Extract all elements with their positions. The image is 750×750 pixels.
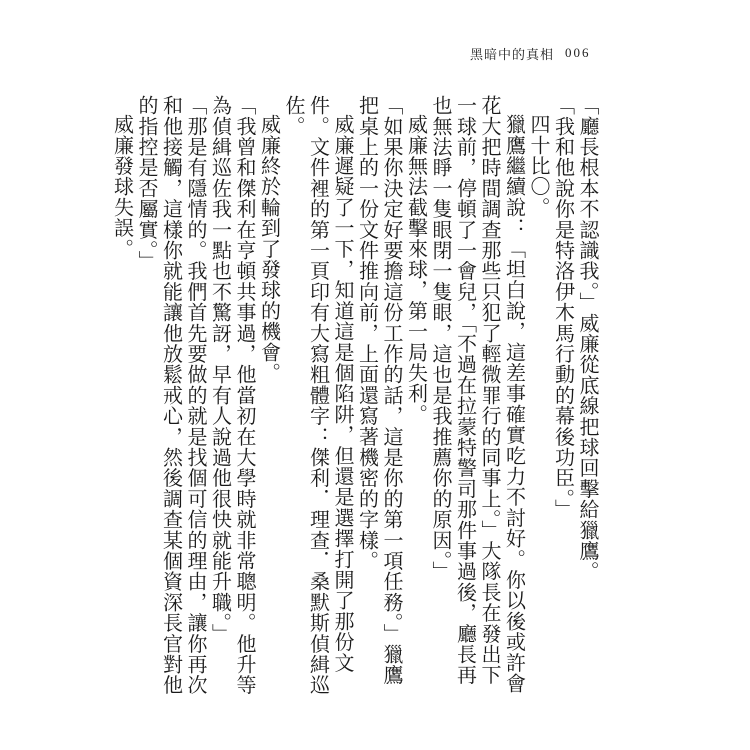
book-title: 黑暗中的真相 xyxy=(470,47,555,63)
page-number: 006 xyxy=(565,45,591,60)
paragraph: 威廉發球失誤。 xyxy=(110,114,135,259)
paragraph: 獵鷹繼續說：「坦白說，這差事確實吃力不討好。你以後或許會花大把時間調查那些只犯了輕微罪行的同事上。」大隊長在發出下一球前，停頓了一會兒，「不過在拉蒙特警司那件事過後，廳長再也無法睜一隻眼閉一隻眼，這也是我推薦你的原因。」 xyxy=(429,95,527,694)
paragraph: 「我和他說你是特洛伊木馬行動的幕後功臣。」 xyxy=(551,95,576,520)
page-body-text xyxy=(110,95,600,697)
paragraph: 「那是有隱情的。我們首先要做的就是找個可信的理由，讓你再次和他接觸，這樣你就能讓他放鬆戒心，然後調查某個資深長官對他的指控是否屬實。」 xyxy=(135,95,208,696)
paragraph: 「我曾和傑利在亨頓共事過，他當初在大學時就非常聰明。他升等為偵緝巡佐我一點也不驚訝，早有人說過他很快就能升職。」 xyxy=(208,95,257,696)
paragraph: 「廳長根本不認識我。」威廉從底線把球回擊給獵鷹。 xyxy=(576,95,600,582)
paragraph: 威廉無法截擊來球，第一局失利。 xyxy=(404,114,429,425)
paragraph: 威廉遲疑了一下，知道這是個陷阱，但還是選擇打開了那份文件。文件裡的第一頁印有大寫粗體字：傑利．理查．桑默斯偵緝巡佐。 xyxy=(282,95,355,696)
paragraph: 威廉終於輪到了發球的機會。 xyxy=(257,114,282,384)
running-header xyxy=(470,42,715,64)
paragraph: 四十比〇。 xyxy=(527,114,551,218)
paragraph: 「如果你決定好要擔這份工作的話，這是你的第一項任務。」獵鷹把桌上的一份文件推向前，上面還寫著機密的字樣。 xyxy=(355,95,404,686)
